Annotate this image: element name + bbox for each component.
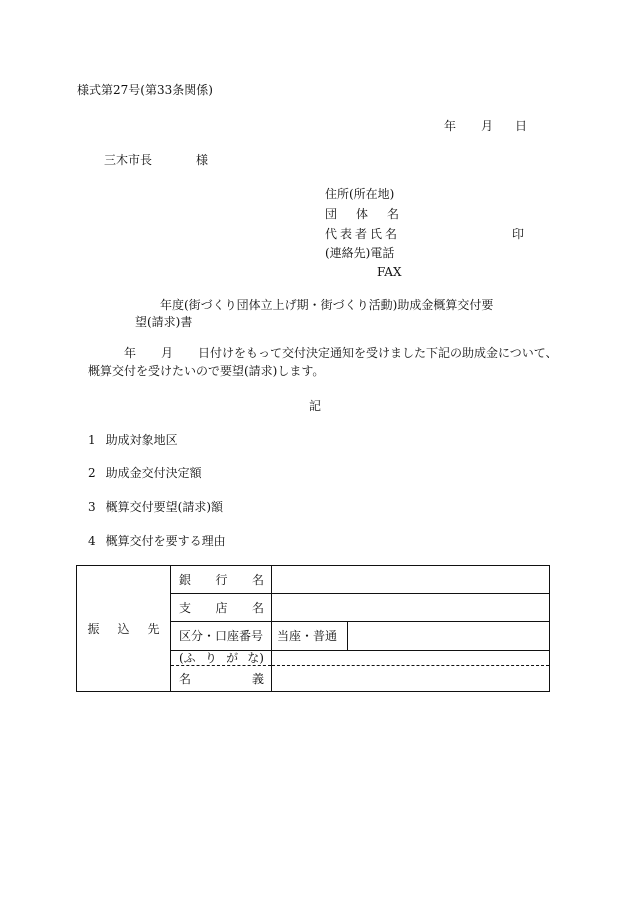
representative-label: 代表者氏名 bbox=[325, 227, 401, 241]
item-label: 概算交付を要する理由 bbox=[105, 534, 226, 548]
item-label: 概算交付要望(請求)額 bbox=[105, 500, 224, 514]
item-label: 助成金交付決定額 bbox=[105, 466, 202, 480]
group-name-label bbox=[325, 206, 399, 222]
contact-label: (連絡先)電話 bbox=[325, 246, 395, 260]
document-title-line2: 望(請求)書 bbox=[135, 315, 193, 329]
account-number-field[interactable] bbox=[348, 622, 549, 650]
item-4 bbox=[88, 533, 226, 549]
group-name-char-2: 体 bbox=[355, 207, 368, 221]
seal-mark: 印 bbox=[512, 227, 525, 241]
group-name-char-3: 名 bbox=[386, 207, 399, 221]
item-number: 1 bbox=[88, 433, 96, 447]
account-row bbox=[272, 622, 550, 651]
branch-name-label: 支 店 名 bbox=[171, 594, 272, 622]
body-year: 年 bbox=[124, 346, 137, 360]
addressee-honorific: 様 bbox=[196, 153, 209, 167]
item-1 bbox=[88, 432, 178, 448]
account-holder-field[interactable] bbox=[272, 666, 550, 692]
date-day: 日 bbox=[515, 119, 528, 133]
header-char-2: 込 bbox=[117, 621, 130, 636]
item-number: 2 bbox=[88, 466, 96, 480]
item-number: 4 bbox=[88, 534, 96, 548]
item-3 bbox=[88, 499, 223, 515]
bank-name-field[interactable] bbox=[272, 566, 550, 594]
item-label: 助成対象地区 bbox=[105, 433, 178, 447]
address-label: 住所(所在地) bbox=[325, 187, 395, 201]
date-year: 年 bbox=[444, 119, 457, 133]
form-number: 様式第27号(第33条関係) bbox=[77, 83, 213, 97]
header-char-1: 振 bbox=[87, 621, 100, 636]
body-line1: 日付けをもって交付決定通知を受けました下記の助成金について、 bbox=[198, 346, 558, 360]
header-char-3: 先 bbox=[147, 621, 160, 636]
bank-transfer-table bbox=[76, 565, 550, 692]
item-2 bbox=[88, 465, 202, 481]
transfer-destination-header bbox=[77, 566, 171, 692]
branch-name-field[interactable] bbox=[272, 594, 550, 622]
fax-label: FAX bbox=[377, 265, 402, 279]
group-name-char-1: 団 bbox=[325, 207, 338, 221]
ki-heading: 記 bbox=[309, 399, 322, 413]
document-title-line1: 年度(街づくり団体立上げ期・街づくり活動)助成金概算交付要 bbox=[160, 298, 494, 312]
bank-name-label: 銀 行 名 bbox=[171, 566, 272, 594]
account-type-label: 区分・口座番号 bbox=[171, 622, 272, 651]
account-type-value[interactable]: 当座・普通 bbox=[272, 622, 348, 650]
date-month: 月 bbox=[481, 119, 494, 133]
account-holder-label: 名 義 bbox=[171, 666, 272, 692]
body-month: 月 bbox=[161, 346, 174, 360]
furigana-field[interactable] bbox=[272, 651, 550, 666]
furigana-label: (ふ り が な) bbox=[171, 651, 272, 666]
addressee-name: 三木市長 bbox=[104, 153, 153, 167]
item-number: 3 bbox=[88, 500, 96, 514]
body-line2: 概算交付を受けたいので要望(請求)します。 bbox=[88, 364, 325, 378]
